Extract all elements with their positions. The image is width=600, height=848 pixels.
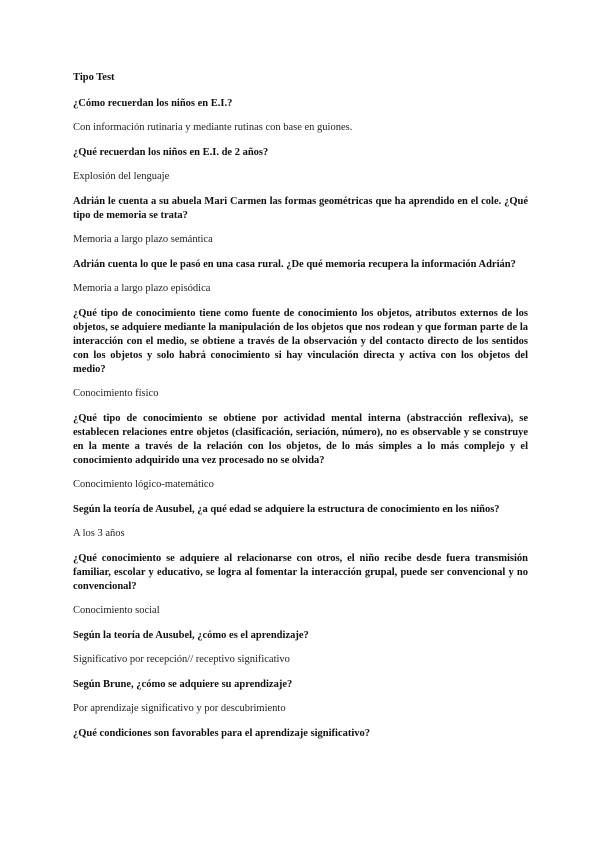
question-6: ¿Qué tipo de conocimiento se obtiene por actividad mental interna (abstracción reflexiva), se establecen relaciones entre objetos (clasificación, seriación, número), no es observable y se construye en la mente a través de la relación con los objetos, de lo más simples a lo más complejo y el conocimiento adquirido una vez procesado no se olvida? xyxy=(73,413,528,466)
answer-1: Con información rutinaria y mediante rutinas con base en guiones. xyxy=(73,122,353,133)
question-2: ¿Qué recuerdan los niños en E.I. de 2 años? xyxy=(73,147,269,158)
answer-3: Memoria a largo plazo semántica xyxy=(73,234,213,245)
answer-5: Conocimiento físico xyxy=(73,388,159,399)
question-8: ¿Qué conocimiento se adquiere al relacionarse con otros, el niño recibe desde fuera transmisión familiar, escolar y educativo, se logra al fomentar la interacción grupal, puede ser convencional y no convencional? xyxy=(73,553,528,592)
answer-7: A los 3 años xyxy=(73,528,125,539)
question-10: Según Brune, ¿cómo se adquiere su aprendizaje? xyxy=(73,679,293,690)
question-9: Según la teoría de Ausubel, ¿cómo es el aprendizaje? xyxy=(73,630,309,641)
answer-8: Conocimiento social xyxy=(73,605,160,616)
document-title: Tipo Test xyxy=(73,72,115,83)
answer-4: Memoria a largo plazo episódica xyxy=(73,283,211,294)
document-content xyxy=(73,71,528,751)
question-4: Adrián cuenta lo que le pasó en una casa rural. ¿De qué memoria recupera la información Adrián? xyxy=(73,259,516,270)
answer-9: Significativo por recepción// receptivo significativo xyxy=(73,654,290,665)
answer-10: Por aprendizaje significativo y por descubrimiento xyxy=(73,703,286,714)
question-5: ¿Qué tipo de conocimiento tiene como fuente de conocimiento los objetos, atributos externos de los objetos, se adquiere mediante la manipulación de los objetos que nos rodean y que forman parte de la interacción con el medio, se obtiene a través de la observación y del contacto directo de los sentidos con los objetos y solo habrá conocimiento si hay vinculación directa y activa con los objetos del medio? xyxy=(73,308,528,375)
question-11: ¿Qué condiciones son favorables para el aprendizaje significativo? xyxy=(73,728,371,739)
question-1: ¿Cómo recuerdan los niños en E.I.? xyxy=(73,98,233,109)
answer-6: Conocimiento lógico-matemático xyxy=(73,479,214,490)
question-7: Según la teoría de Ausubel, ¿a qué edad se adquiere la estructura de conocimiento en los niños? xyxy=(73,504,500,515)
question-3: Adrián le cuenta a su abuela Mari Carmen las formas geométricas que ha aprendido en el cole. ¿Qué tipo de memoria se trata? xyxy=(73,196,528,221)
answer-2: Explosión del lenguaje xyxy=(73,171,170,182)
